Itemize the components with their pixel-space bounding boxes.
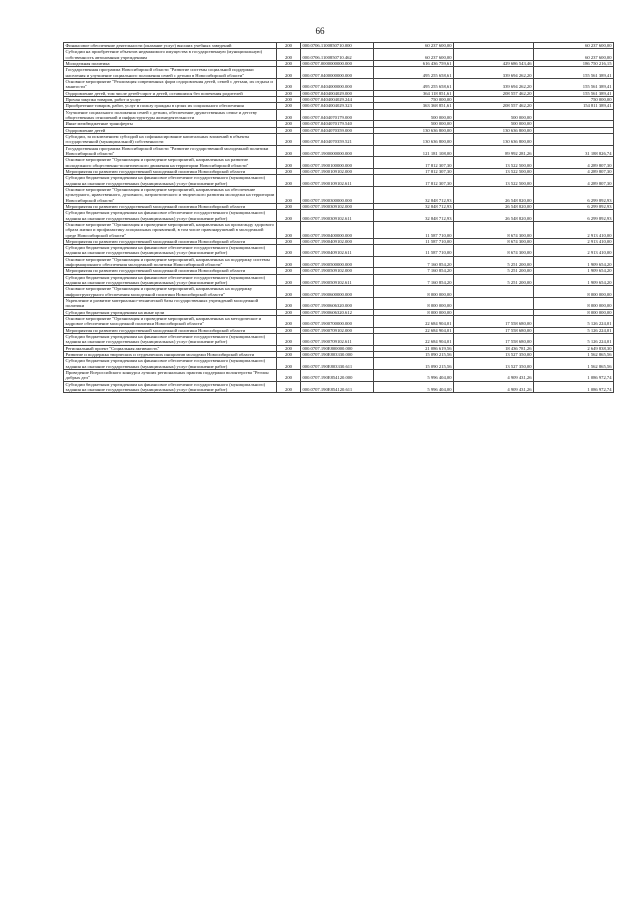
row-kbk-cell: 000.0707.190E800000.000 (301, 345, 374, 351)
row-federal-cell: 18 436 781,26 (454, 345, 534, 351)
row-code-cell: 200 (277, 145, 301, 157)
row-total-cell: 22 684 904,01 (374, 334, 454, 346)
table-row (64, 334, 614, 346)
row-kbk-cell: 000.0707.1900309102.611 (301, 210, 374, 222)
row-name-cell: Оздоровление детей (64, 127, 277, 133)
row-code-cell: 200 (277, 78, 301, 90)
row-total-cell: 8 000 000,00 (374, 309, 454, 315)
row-regional-cell: 2 913 410,00 (534, 238, 614, 244)
row-total-cell: 500 000,00 (374, 109, 454, 121)
row-federal-cell: 13 522 500,00 (454, 168, 534, 174)
row-total-cell: 750 000,00 (374, 96, 454, 102)
row-regional-cell: 155 561 389,41 (534, 78, 614, 90)
row-federal-cell: 8 674 300,00 (454, 238, 534, 244)
row-name-cell: Развитие и поддержка творческих и студенческих инициатив молодежи Новосибирской области (64, 352, 277, 358)
row-name-cell: Мероприятия по развитию государственной молодежной политики Новосибирской области (64, 203, 277, 209)
row-federal-cell: 5 251 200,00 (454, 274, 534, 286)
row-kbk-cell: 000.0707.190E803330.000 (301, 352, 374, 358)
row-total-cell: 17 812 307,30 (374, 168, 454, 174)
row-kbk-cell: 000.0707.1900509102.611 (301, 274, 374, 286)
row-federal-cell: 339 694 262,20 (454, 78, 534, 90)
row-code-cell: 200 (277, 256, 301, 268)
row-total-cell: 8 000 000,00 (374, 286, 454, 298)
row-total-cell: 7 160 854,20 (374, 256, 454, 268)
row-code-cell: 200 (277, 245, 301, 257)
page-number: 66 (315, 26, 325, 36)
row-total-cell: 11 587 710,00 (374, 245, 454, 257)
row-name-cell: Мероприятия по развитию государственной молодежной политики Новосибирской области (64, 268, 277, 274)
row-code-cell: 200 (277, 133, 301, 145)
row-regional-cell: 8 000 000,00 (534, 309, 614, 315)
row-federal-cell: 13 522 500,00 (454, 175, 534, 187)
table-row (64, 109, 614, 121)
row-total-cell: 22 684 904,01 (374, 327, 454, 333)
table-row (64, 238, 614, 244)
row-total-cell: 364 118 851,61 (374, 90, 454, 96)
row-kbk-cell: 000.0707.1900606320.612 (301, 309, 374, 315)
row-regional-cell: 8 000 000,00 (534, 286, 614, 298)
row-kbk-cell: 000.0707.0404004029.323 (301, 103, 374, 109)
row-code-cell: 200 (277, 67, 301, 79)
row-federal-cell: 26 548 820,00 (454, 186, 534, 203)
row-federal-cell: 4 909 431,26 (454, 370, 534, 382)
row-kbk-cell: 000.0707.0404004029.000 (301, 90, 374, 96)
table-row (64, 168, 614, 174)
row-total-cell: 500 000,00 (374, 121, 454, 127)
row-regional-cell: 31 188 826,74 (534, 145, 614, 157)
row-name-cell: Субсидии бюджетным учреждениям на финансовое обеспечение государственного (муниципального) задания на оказание государственных (муниципальных) услуг (выполнение работ) (64, 334, 277, 346)
row-total-cell: 32 848 712,93 (374, 210, 454, 222)
row-name-cell: Укрепление и развитие материально-технической базы государственных учреждений молодежной политики (64, 298, 277, 310)
row-regional-cell: 2 913 410,00 (534, 245, 614, 257)
row-code-cell: 200 (277, 370, 301, 382)
row-kbk-cell: 000.0707.1900709102.611 (301, 334, 374, 346)
row-code-cell: 200 (277, 286, 301, 298)
table-row (64, 78, 614, 90)
row-regional-cell (534, 133, 614, 145)
row-name-cell: Субсидии бюджетным учреждениям на финансовое обеспечение государственного (муниципального) задания на оказание государственных (муниципальных) услуг (выполнение работ) (64, 210, 277, 222)
row-regional-cell: 2 649 838,30 (534, 345, 614, 351)
row-name-cell: Субсидии на приобретение объектов недвижимого имущества в государственную (муниципальную) собственность автономным учреждениям (64, 49, 277, 61)
row-federal-cell: 429 686 543,46 (454, 60, 534, 66)
row-regional-cell: 155 561 389,41 (534, 67, 614, 79)
row-code-cell: 200 (277, 186, 301, 203)
row-name-cell: Финансовое обеспечение деятельности (оказание услуг) высших учебных заведений (64, 43, 277, 49)
row-code-cell: 200 (277, 203, 301, 209)
table-row (64, 256, 614, 268)
row-regional-cell: 8 000 000,00 (534, 298, 614, 310)
row-regional-cell: 6 299 892,93 (534, 210, 614, 222)
row-total-cell: 5 996 404,00 (374, 370, 454, 382)
row-name-cell: Основное мероприятие "Реализация современных форм оздоровления детей, семей с детьми, их отдыха и занятости" (64, 78, 277, 90)
row-kbk-cell: 000.0707.1900709102.000 (301, 327, 374, 333)
row-regional-cell: 1 562 865,56 (534, 358, 614, 370)
row-total-cell: 32 848 712,93 (374, 186, 454, 203)
row-total-cell: 5 996 404,00 (374, 381, 454, 393)
row-federal-cell: 26 548 820,00 (454, 210, 534, 222)
row-kbk-cell: 000.0707.1900700000.000 (301, 316, 374, 328)
row-regional-cell: 1 909 654,20 (534, 274, 614, 286)
row-code-cell: 200 (277, 381, 301, 393)
row-code-cell: 200 (277, 327, 301, 333)
row-kbk-cell: 000.0707.1900509102.000 (301, 268, 374, 274)
row-total-cell: 60 237 600,00 (374, 49, 454, 61)
row-regional-cell: 154 811 389,41 (534, 103, 614, 109)
row-regional-cell: 1 909 654,20 (534, 256, 614, 268)
row-code-cell: 200 (277, 121, 301, 127)
row-total-cell: 11 587 710,00 (374, 221, 454, 238)
row-code-cell: 200 (277, 96, 301, 102)
table-row (64, 221, 614, 238)
row-total-cell: 495 255 658,61 (374, 67, 454, 79)
row-code-cell: 200 (277, 268, 301, 274)
table-row (64, 103, 614, 109)
row-federal-cell: 17 558 680,00 (454, 334, 534, 346)
row-regional-cell: 1 086 972,74 (534, 381, 614, 393)
row-kbk-cell: 000.0707.1900109102.000 (301, 168, 374, 174)
row-kbk-cell: 000.0706.1100850710.462 (301, 49, 374, 61)
row-regional-cell: 1 909 654,20 (534, 268, 614, 274)
row-code-cell: 200 (277, 90, 301, 96)
row-name-cell: Основное мероприятие "Организация и проведение мероприятий, направленных на поддержку инфраструктурного обеспечения молодежной политики Новосибирской области" (64, 286, 277, 298)
budget-table (63, 42, 614, 393)
table-row (64, 145, 614, 157)
row-regional-cell: 60 237 600,00 (534, 49, 614, 61)
row-name-cell: Молодежная политика (64, 60, 277, 66)
table-row (64, 90, 614, 96)
table-row (64, 274, 614, 286)
row-federal-cell: 130 636 800,00 (454, 133, 534, 145)
row-regional-cell: 155 561 389,41 (534, 90, 614, 96)
row-total-cell: 130 636 800,00 (374, 133, 454, 145)
row-regional-cell: 5 126 224,01 (534, 327, 614, 333)
row-code-cell: 200 (277, 168, 301, 174)
row-federal-cell: 208 557 462,20 (454, 90, 534, 96)
row-federal-cell: 13 522 500,00 (454, 157, 534, 169)
row-total-cell: 7 160 854,20 (374, 268, 454, 274)
row-kbk-cell: 000.0707.1900500000.000 (301, 256, 374, 268)
table-row (64, 210, 614, 222)
row-total-cell: 15 090 215,56 (374, 358, 454, 370)
row-kbk-cell: 000.0707.1900000000.000 (301, 145, 374, 157)
row-total-cell: 616 436 759,61 (374, 60, 454, 66)
table-row (64, 157, 614, 169)
table-row (64, 358, 614, 370)
row-kbk-cell: 000.0707.190E854120.000 (301, 370, 374, 382)
row-total-cell: 363 368 851,61 (374, 103, 454, 109)
row-name-cell: Оздоровление детей, том числе детей-сирот и детей, оставшихся без попечения родителей (64, 90, 277, 96)
row-federal-cell: 89 992 281,26 (454, 145, 534, 157)
row-code-cell: 200 (277, 352, 301, 358)
row-code-cell: 200 (277, 334, 301, 346)
row-regional-cell: 750 000,00 (534, 96, 614, 102)
row-kbk-cell: 000.0707.0000000000.000 (301, 60, 374, 66)
row-kbk-cell: 000.0707.1900300000.000 (301, 186, 374, 203)
row-code-cell: 200 (277, 345, 301, 351)
row-kbk-cell: 000.0707.1900409102.000 (301, 238, 374, 244)
row-kbk-cell: 000.0707.0404004029.244 (301, 96, 374, 102)
row-regional-cell: 5 126 224,01 (534, 334, 614, 346)
table-row (64, 298, 614, 310)
row-name-cell: Основное мероприятие "Организация и проведение мероприятий, направленных на поддержку системы информационного обеспечения молодежной политики Новосибирской области" (64, 256, 277, 268)
row-regional-cell: 2 913 410,00 (534, 221, 614, 238)
table-row (64, 175, 614, 187)
row-kbk-cell: 000.0707.1900400000.000 (301, 221, 374, 238)
row-code-cell: 200 (277, 309, 301, 315)
row-code-cell: 200 (277, 127, 301, 133)
row-kbk-cell: 000.0706.1100850710.000 (301, 43, 374, 49)
row-code-cell: 200 (277, 316, 301, 328)
row-code-cell: 200 (277, 298, 301, 310)
row-kbk-cell: 000.0707.0404000000.000 (301, 78, 374, 90)
row-federal-cell: 208 557 462,20 (454, 103, 534, 109)
row-federal-cell: 500 000,00 (454, 109, 534, 121)
row-total-cell: 121 181 108,00 (374, 145, 454, 157)
row-federal-cell: 500 000,00 (454, 121, 534, 127)
row-kbk-cell: 000.0707.0404070179.000 (301, 109, 374, 121)
row-kbk-cell: 000.0707.1900309102.000 (301, 203, 374, 209)
row-regional-cell (534, 109, 614, 121)
row-name-cell: Мероприятия по развитию государственной молодежной политики Новосибирской области (64, 238, 277, 244)
row-name-cell: Прочая закупка товаров, работ и услуг (64, 96, 277, 102)
row-name-cell: Основное мероприятие "Организация и проведение мероприятий, направленных на развитие молодежного общественно-политического движения на территории Новосибирской области" (64, 157, 277, 169)
row-name-cell: Субсидии бюджетным учреждениям на финансовое обеспечение государственного (муниципального) задания на оказание государственных (муниципальных) услуг (выполнение работ) (64, 274, 277, 286)
row-regional-cell: 186 750 216,15 (534, 60, 614, 66)
row-federal-cell: 8 674 300,00 (454, 221, 534, 238)
row-regional-cell: 4 289 807,30 (534, 168, 614, 174)
budget-table-body (64, 43, 614, 393)
row-code-cell: 200 (277, 60, 301, 66)
table-row (64, 381, 614, 393)
row-federal-cell: 26 548 820,00 (454, 203, 534, 209)
row-kbk-cell: 000.0707.0404070179.540 (301, 121, 374, 127)
table-row (64, 49, 614, 61)
row-regional-cell: 60 237 600,00 (534, 43, 614, 49)
row-total-cell: 32 848 712,93 (374, 203, 454, 209)
row-federal-cell: 8 674 300,00 (454, 245, 534, 257)
row-total-cell: 130 636 800,00 (374, 127, 454, 133)
row-code-cell: 200 (277, 43, 301, 49)
row-name-cell: Приобретение товаров, работ, услуг в пользу граждан в целях их социального обеспечения (64, 103, 277, 109)
row-kbk-cell: 000.0707.1900606320.000 (301, 298, 374, 310)
row-total-cell: 7 160 854,20 (374, 274, 454, 286)
row-kbk-cell: 000.0707.190E803330.611 (301, 358, 374, 370)
row-name-cell: Проведение Всероссийского конкурса лучших региональных практик поддержки волонтерства "Регион добрых дел" (64, 370, 277, 382)
row-total-cell: 11 587 710,00 (374, 238, 454, 244)
row-name-cell: Субсидии бюджетным учреждениям на финансовое обеспечение государственного (муниципального) задания на оказание государственных (муниципальных) услуг (выполнение работ) (64, 245, 277, 257)
row-federal-cell: 130 636 800,00 (454, 127, 534, 133)
row-name-cell: Региональный проект "Социальная активность" (64, 345, 277, 351)
row-federal-cell: 13 527 350,00 (454, 358, 534, 370)
row-name-cell: Государственная программа Новосибирской области "Развитие государственной молодежной политики Новосибирской области" (64, 145, 277, 157)
row-kbk-cell: 000.0707.1900600000.000 (301, 286, 374, 298)
row-kbk-cell: 000.0707.0404070359.000 (301, 127, 374, 133)
row-regional-cell: 4 289 807,30 (534, 157, 614, 169)
row-code-cell: 200 (277, 157, 301, 169)
row-name-cell: Основное мероприятие "Организация и проведение мероприятий, направленных на пропаганду здорового образа жизни и профилактику асоциальных проявлений, в том числе правонарушений в молодежной среде Новосибирской области" (64, 221, 277, 238)
row-federal-cell: 17 558 680,00 (454, 327, 534, 333)
row-name-cell: Субсидии бюджетным учреждениям на финансовое обеспечение государственного (муниципального) задания на оказание государственных (муниципальных) услуг (выполнение работ) (64, 358, 277, 370)
row-federal-cell: 17 558 680,00 (454, 316, 534, 328)
row-total-cell: 8 000 000,00 (374, 298, 454, 310)
row-name-cell: Мероприятия по развитию государственной молодежной политики Новосибирской области (64, 327, 277, 333)
row-code-cell: 200 (277, 103, 301, 109)
row-code-cell: 200 (277, 210, 301, 222)
row-regional-cell: 6 299 892,93 (534, 186, 614, 203)
row-regional-cell: 4 289 807,30 (534, 175, 614, 187)
table-row (64, 370, 614, 382)
row-name-cell: Улучшение социального положения семей с детьми, обеспечение дружественных семье и детству общественных отношений и инфраструктуры жизнедеятельности (64, 109, 277, 121)
row-regional-cell: 5 126 224,01 (534, 316, 614, 328)
row-federal-cell: 5 251 200,00 (454, 256, 534, 268)
row-code-cell: 200 (277, 109, 301, 121)
row-code-cell: 200 (277, 49, 301, 61)
row-code-cell: 200 (277, 221, 301, 238)
row-name-cell: Субсидии, за исключением субсидий на софинансирование капитальных вложений в объекты государственной (муниципальной) собственности (64, 133, 277, 145)
row-kbk-cell: 000.0707.1900100000.000 (301, 157, 374, 169)
row-name-cell: Государственная программа Новосибирской области "Развитие системы социальной поддержки населения и улучшение социального положения семей с детьми в Новосибирской области" (64, 67, 277, 79)
row-name-cell: Субсидии бюджетным учреждениям на иные цели (64, 309, 277, 315)
table-row (64, 186, 614, 203)
row-code-cell: 200 (277, 175, 301, 187)
row-regional-cell: 1 562 865,56 (534, 352, 614, 358)
table-row (64, 352, 614, 358)
row-federal-cell: 13 527 350,00 (454, 352, 534, 358)
row-name-cell: Иные межбюджетные трансферты (64, 121, 277, 127)
row-federal-cell: 4 909 431,26 (454, 381, 534, 393)
row-kbk-cell: 000.0707.0404070359.521 (301, 133, 374, 145)
row-kbk-cell: 000.0707.190E854120.611 (301, 381, 374, 393)
table-row (64, 133, 614, 145)
row-code-cell: 200 (277, 238, 301, 244)
table-row (64, 67, 614, 79)
row-total-cell: 60 237 600,00 (374, 43, 454, 49)
table-row (64, 327, 614, 333)
row-federal-cell: 5 251 200,00 (454, 268, 534, 274)
row-name-cell: Мероприятия по развитию государственной молодежной политики Новосибирской области (64, 168, 277, 174)
row-kbk-cell: 000.0707.1900109102.611 (301, 175, 374, 187)
row-total-cell: 15 090 215,56 (374, 352, 454, 358)
row-regional-cell: 6 299 892,93 (534, 203, 614, 209)
table-row (64, 345, 614, 351)
table-row (64, 245, 614, 257)
row-kbk-cell: 000.0707.1900409102.611 (301, 245, 374, 257)
row-total-cell: 17 812 307,30 (374, 175, 454, 187)
table-row (64, 203, 614, 209)
row-federal-cell (454, 286, 534, 298)
row-regional-cell: 1 086 972,74 (534, 370, 614, 382)
row-name-cell: Основное мероприятие "Организация и проведение мероприятий, направленных на обеспечение культурного, нравственного, духовного, патриотического и творческого развития молодежи на территории Новосибирской области" (64, 186, 277, 203)
row-name-cell: Субсидии бюджетным учреждениям на финансовое обеспечение государственного (муниципального) задания на оказание государственных (муниципальных) услуг (выполнение работ) (64, 381, 277, 393)
row-federal-cell (454, 49, 534, 61)
row-kbk-cell: 000.0707.0400000000.000 (301, 67, 374, 79)
table-row (64, 316, 614, 328)
table-row (64, 286, 614, 298)
row-name-cell: Субсидии бюджетным учреждениям на финансовое обеспечение государственного (муниципального) задания на оказание государственных (муниципальных) услуг (выполнение работ) (64, 175, 277, 187)
row-code-cell: 200 (277, 358, 301, 370)
table-row (64, 268, 614, 274)
row-total-cell: 21 086 619,56 (374, 345, 454, 351)
row-code-cell: 200 (277, 274, 301, 286)
row-name-cell: Основное мероприятие "Организация и проведение мероприятий, направленных на методическое и кадровое обеспечение молодежной политики Новосибирской области" (64, 316, 277, 328)
row-total-cell: 22 684 904,01 (374, 316, 454, 328)
row-total-cell: 17 812 307,30 (374, 157, 454, 169)
row-total-cell: 495 255 658,61 (374, 78, 454, 90)
row-federal-cell: 339 694 262,20 (454, 67, 534, 79)
row-federal-cell (454, 298, 534, 310)
